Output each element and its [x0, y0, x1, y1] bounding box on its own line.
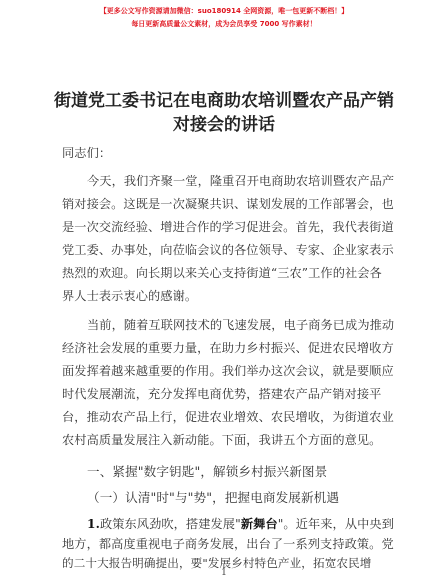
item-1-line-1: [87, 515, 394, 532]
item-1-tail-text: "。近年来，从中央到: [277, 517, 394, 531]
salutation: 同志们：: [62, 146, 112, 160]
item-1-number: 1.: [87, 517, 100, 531]
paragraph-1-line-1: 今天，我们齐聚一堂，隆重召开电商助农培训暨农产品产: [87, 174, 395, 188]
item-1-lead-text: 政策东风劲吹，搭建发展": [99, 517, 241, 531]
promo-banner-line-2: 每日更新高质量公文素材，成为会员享受 7000 写作素材！: [131, 20, 317, 28]
paragraph-2-line-1: 当前，随着互联网技术的飞速发展，电子商务已成为推动: [87, 318, 395, 332]
document-title-line-2: 对接会的讲话: [173, 115, 275, 135]
paragraph-1-line-6: 界人士表示衷心的感谢。: [62, 289, 198, 303]
document-title-line-1: 街道党工委书记在电商助农培训暨农产品产销: [54, 91, 394, 111]
paragraph-1-line-2: 销对接会。这既是一次凝聚共识、谋划发展的工作部署会，也: [62, 197, 394, 211]
promo-banner-line-1: 【更多公文写作资源请加微信：suo180914 全网资源，唯一包更新不断档！】: [99, 7, 349, 15]
paragraph-2-line-3: 面发挥着越来越重要的作用。我们举办这次会议，就是要顺应: [62, 364, 394, 378]
paragraph-1-line-3: 是一次交流经验、增进合作的学习促进会。首先，我代表街道: [62, 220, 394, 234]
page-number: 1: [221, 568, 227, 578]
paragraph-1-line-4: 党工委、办事处，向莅临会议的各位领导、专家、企业家表示: [62, 243, 394, 257]
paragraph-2-line-6: 农村高质量发展注入新动能。下面，我讲五个方面的意见。: [62, 433, 382, 447]
item-1-line-2: 地方，都高度重视电子商务发展，出台了一系列支持政策。党: [62, 537, 394, 551]
paragraph-2-line-4: 时代发展潮流，充分发挥电商优势，搭建农产品产销对接平: [62, 387, 382, 401]
paragraph-1-line-5: 热烈的欢迎。向长期以来关心支持街道“三农”工作的社会各: [62, 266, 382, 280]
paragraph-2-line-5: 台，推动农产品上行，促进农业增效、农民增收，为街道农业: [62, 410, 394, 424]
section-heading-1: 一、紧握"数字钥匙"，解锁乡村振兴新图景: [87, 464, 328, 479]
item-1-line-3: 的二十大报告明确提出，要"发展乡村特色产业，拓宽农民增: [62, 556, 372, 570]
subsection-heading-1: （一）认清"时"与"势"，把握电商发展新机遇: [87, 490, 340, 505]
paragraph-2-line-2: 经济社会发展的重要力量，在助力乡村振兴、促进农民增收方: [62, 341, 394, 355]
item-1-bold-phrase: 新舞台: [240, 517, 278, 531]
